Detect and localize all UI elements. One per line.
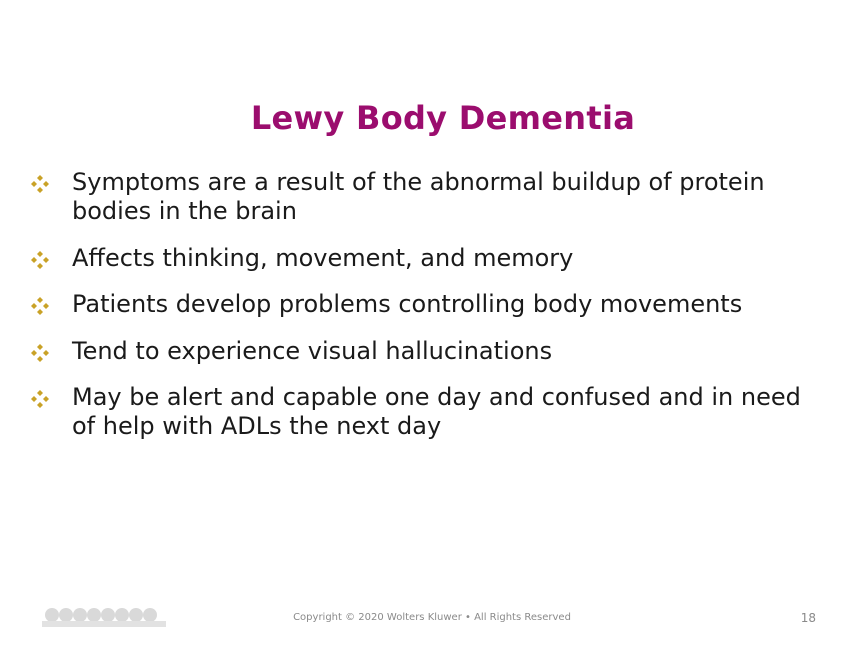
bullet-item: [30, 244, 830, 273]
bullet-item: [30, 290, 830, 319]
bullet-list: [30, 168, 830, 459]
four-diamond-bullet-icon: [30, 389, 50, 409]
bullet-item: [30, 168, 830, 226]
footer-copyright: Copyright © 2020 Wolters Kluwer • All Rights Reserved: [293, 612, 571, 623]
four-diamond-bullet-icon: [30, 250, 50, 270]
bullet-text: May be alert and capable one day and confused and in need of help with ADLs the next day: [72, 383, 801, 440]
slide-title: Lewy Body Dementia: [250, 99, 636, 137]
four-diamond-bullet-icon: [30, 296, 50, 316]
bullet-text: Patients develop problems controlling body movements: [72, 290, 743, 318]
bullet-text: Affects thinking, movement, and memory: [72, 243, 574, 272]
bullet-item: [30, 337, 830, 366]
page-number: 18: [800, 611, 816, 625]
four-diamond-bullet-icon: [30, 343, 50, 363]
four-diamond-bullet-icon: [30, 174, 50, 194]
bullet-text: Tend to experience visual hallucinations: [72, 336, 553, 365]
bullet-text: Symptoms are a result of the abnormal buildup of protein bodies in the brain: [72, 168, 765, 225]
bullet-item: [30, 383, 830, 441]
